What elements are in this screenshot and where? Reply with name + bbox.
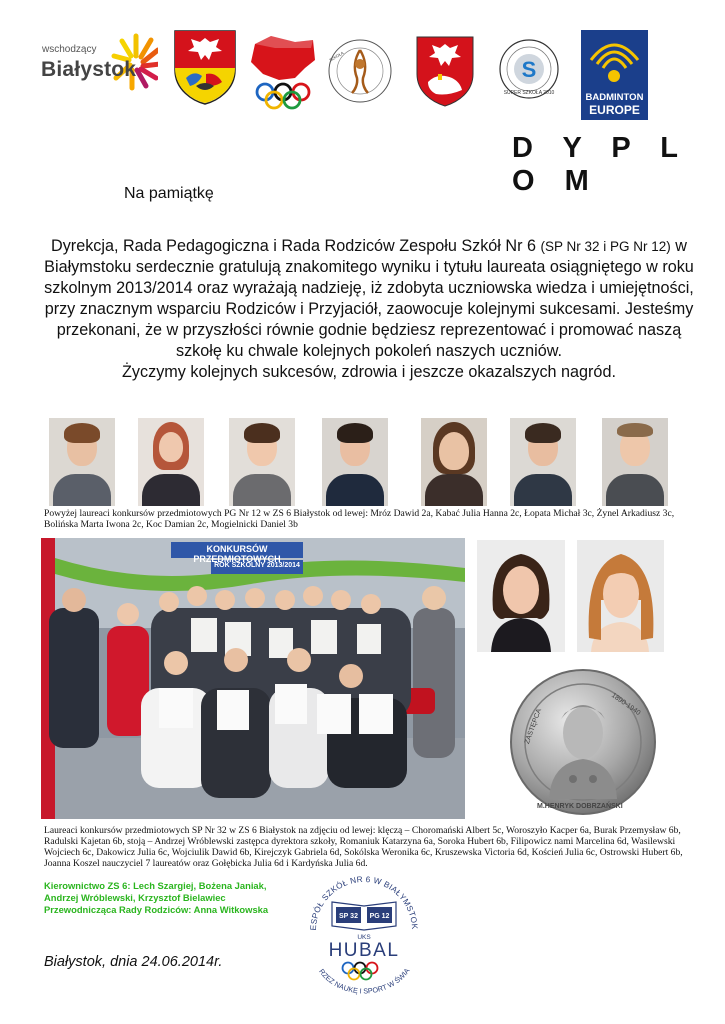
issue-date: Białystok, dnia 24.06.2014r.: [44, 954, 223, 970]
group-photo: [41, 538, 465, 819]
hubal-arc-top: ESPÓŁ SZKÓŁ NR 6 W BIAŁYMSTOK: [308, 874, 420, 931]
portrait-3: [229, 418, 295, 506]
leaders-line2: Andrzej Wróblewski, Krzysztof Bielawiec: [44, 892, 226, 903]
polish-olympic-logo: [245, 30, 320, 110]
hubal-school-logo: [304, 860, 424, 1010]
banner-line1: KONKURSÓW PRZEDMIOTOWYCH: [193, 544, 281, 564]
portrait-4: [322, 418, 388, 506]
banner-line2: ROK SZKOLNY 2013/2014: [214, 562, 300, 569]
portrait-kardyńska: [577, 540, 664, 652]
hubal-sp: SP 32: [339, 913, 358, 920]
podlaskie-coat-of-arms-icon: [414, 34, 476, 108]
super-szkola-logo: [498, 38, 560, 100]
bialystok-coat-of-arms-icon: [172, 28, 238, 106]
school-stamp-logo: [327, 38, 393, 104]
svg-text:S: S: [521, 57, 537, 82]
portrait-7: [602, 418, 668, 506]
portrait-gołębicka: [477, 540, 565, 652]
medal-top-text: ZASTĘPCA: [523, 707, 544, 746]
hubal-uks: UKS: [357, 934, 371, 941]
leaders-line3: Przewodnicząca Rady Rodziców: Anna Witkowska: [44, 904, 269, 915]
diploma-title: D Y P L O M: [512, 132, 689, 197]
hubal-arc-bottom: RZEZ NAUKĘ I SPORT W ŚWIA: [317, 966, 412, 996]
body-paragraph: w Białymstoku serdecznie gratulują znakomitego wyniku i tytułu laureata osiągniętego w roku szkolnym 2013/2014 oraz wyrażają nadzieję, iż zdobyta uczniowska wiedza i umiejętności, przy znacznym wsparciu Rodziców i Przyjaciół, zaowocuje kolejnymi sukcesami. Jesteśmy przekonani, że w przyszłości równie godnie będziesz reprezentować i promować naszą szkołę ku chwale kolejnych pokoleń naszych uczniów.: [44, 237, 694, 360]
hubal-medal: [501, 667, 665, 817]
medal-years: 1890-1940: [610, 692, 642, 717]
shuttlecock-icon: [581, 30, 648, 88]
diploma-body: [36, 236, 702, 383]
leaders-line1: Kierownictwo ZS 6: Lech Szargiej, Bożena Janiak,: [44, 880, 267, 891]
group-photo-caption: Laureaci konkursów przedmiotowych SP Nr 32 w ZS 6 Białystok na zdjęciu od lewej: klęczą – Choromański Albert 5c, Woroszyło Kacper 6a, Burak Przemysław 6b, Radulski Kajetan 6b, stoją – Andrzej Wróblewski zastępca dyrektora szkoły, Romaniuk Katarzyna 6a, Soroka Hubert 6b, Filipowicz nami Marcelina 6d, Wasilewski Wojciech 6c, Dakowicz Julia 6c, Wojciulik Dawid 6b, Kirejczyk Gabriela 6d, Sokólska Weronika 6c, Kruszewska Victoria 6d, Koścień Julia 6c, Ostrowski Hubert 6b, Joanna Koszel nauczyciel 7 laureatów oraz Gołębicka Julia 6d i Kardyńska Julia 6d.: [44, 825, 683, 869]
portrait-5: [421, 418, 487, 506]
body-school-codes: (SP Nr 32 i PG Nr 12): [540, 239, 671, 254]
portrait-6: [510, 418, 576, 506]
super-szkola-text: SUPER SZKOŁA 2010: [503, 90, 555, 96]
portraits-caption: Powyżej laureaci konkursów przedmiotowych PG Nr 12 w ZS 6 Białystok od lewej: Mróz Dawid 2a, Kabać Julia Hanna 2c, Łopata Michał 3c, Żynel Arkadiusz 3c, Bolińska Marta Iwona 2c, Koc Damian 2c, Mogielnicki Daniel 3b: [44, 508, 675, 530]
bialystok-tagline: wschodzący: [42, 44, 97, 55]
medal-bottom-text: M.HENRYK DOBRZAŃSKI: [537, 803, 623, 810]
badminton-line2: EUROPE: [589, 103, 640, 117]
portrait-2: [138, 418, 204, 506]
hubal-pg: PG 12: [369, 913, 390, 920]
bialystok-logo: [38, 32, 158, 94]
bialystok-name: Białystok: [41, 58, 137, 81]
diploma-subtitle: Na pamiątkę: [124, 185, 214, 202]
body-line1: Dyrekcja, Rada Pedagogiczna i Rada Rodziców Zespołu Szkół Nr 6: [51, 237, 541, 255]
school-leadership: [44, 880, 294, 916]
badminton-line1: BADMINTON: [585, 92, 644, 103]
body-wish: Życzymy kolejnych sukcesów, zdrowia i jeszcze okazalszych nagród.: [122, 363, 616, 381]
svg-text:SZKOŁA: SZKOŁA: [328, 50, 345, 63]
portrait-1: [49, 418, 115, 506]
hubal-name: HUBAL: [328, 940, 400, 961]
badminton-europe-logo: [581, 30, 648, 120]
